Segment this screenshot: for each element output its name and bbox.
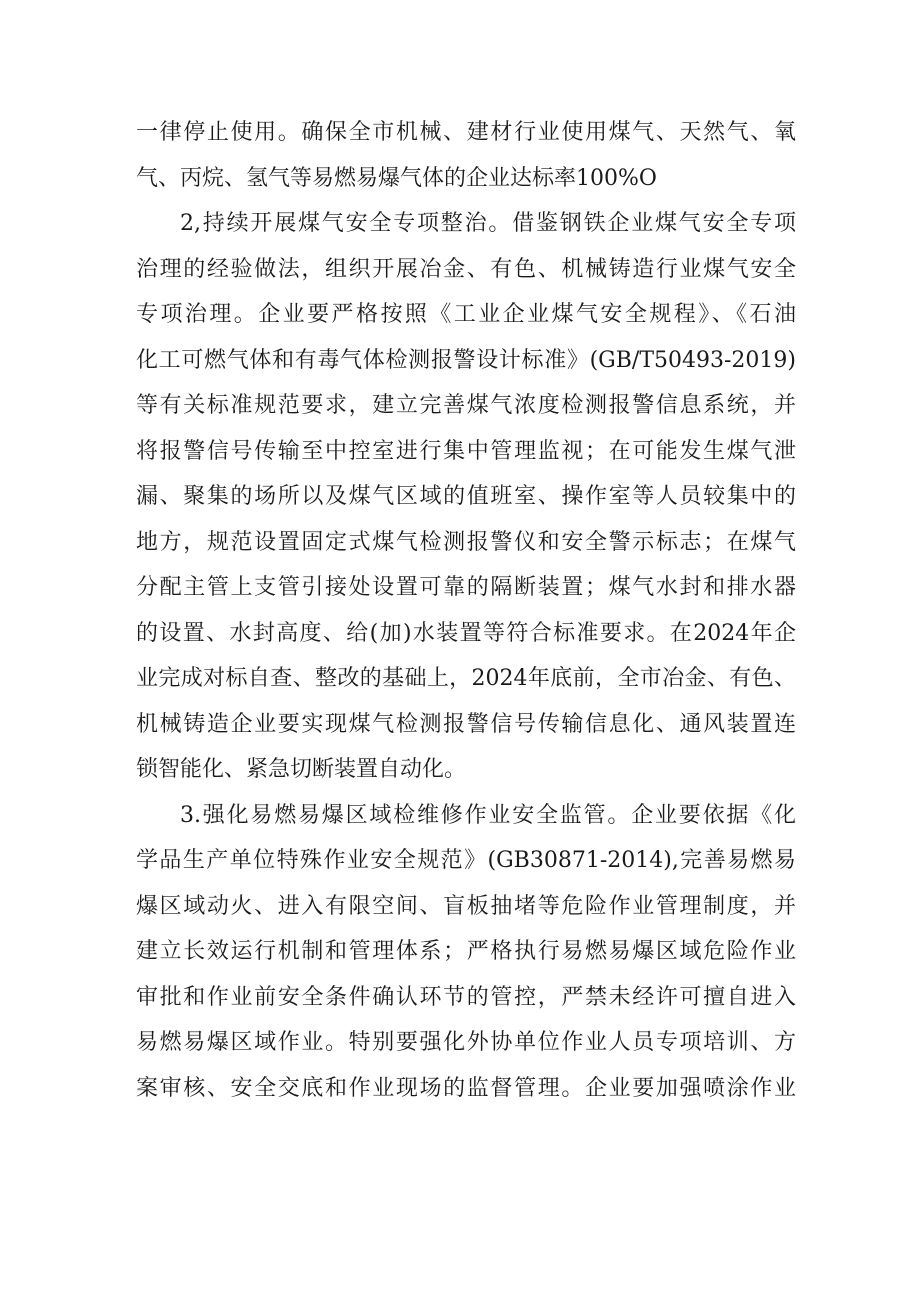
- text-line: 易燃易爆区域作业。特别要强化外协单位作业人员专项培训、方: [136, 1030, 796, 1055]
- text-line: 一律停止使用。确保全市机械、建材行业使用煤气、天然气、氧: [136, 120, 796, 145]
- text-line: 学品生产单位特殊作业安全规范》(GB30871-2014),完善易燃易: [136, 848, 796, 873]
- text-line: 等有关标准规范要求，建立完善煤气浓度检测报警信息系统，并: [136, 393, 796, 418]
- text-line: 治理的经验做法，组织开展冶金、有色、机械铸造行业煤气安全: [136, 256, 796, 282]
- text-line: 锁智能化、紧急切断装置自动化。: [136, 757, 467, 782]
- text-line: 案审核、安全交底和作业现场的监督管理。企业要加强喷涂作业: [136, 1075, 796, 1101]
- text-line: 建立长效运行机制和管理体系；严格执行易燃易爆区域危险作业: [136, 939, 796, 964]
- paragraph-3: [136, 793, 796, 1112]
- text-line: 专项治理。企业要严格按照《工业企业煤气安全规程》、《石油: [136, 302, 796, 327]
- text-line: 爆区域动火、进入有限空间、盲板抽堵等危险作业管理制度，并: [136, 893, 796, 919]
- paragraph-2: [136, 201, 796, 793]
- text-line: 机械铸造企业要实现煤气检测报警信号传输信息化、通风装置连: [136, 711, 796, 737]
- document-body: [136, 110, 796, 1111]
- text-line: 化工可燃气体和有毒气体检测报警设计标准》(GB/T50493-2019): [136, 347, 796, 373]
- text-line: 将报警信号传输至中控室进行集中管理监视；在可能发生煤气泄: [136, 438, 796, 464]
- text-line: 业完成对标自查、整改的基础上，2024年底前，全市冶金、有色、: [136, 666, 796, 691]
- text-line: 审批和作业前安全条件确认环节的管控，严禁未经许可擅自进入: [136, 984, 796, 1010]
- text-line: 3.强化易燃易爆区域检维修作业安全监管。企业要依据《化: [180, 802, 796, 828]
- paragraph-1: [136, 110, 796, 201]
- text-line: 气、丙烷、氢气等易燃易爆气体的企业达标率100%O: [136, 165, 657, 191]
- text-line: 分配主管上支管引接处设置可靠的隔断装置；煤气水封和排水器: [136, 575, 796, 600]
- text-line: 2,持续开展煤气安全专项整治。借鉴钢铁企业煤气安全专项: [180, 211, 796, 236]
- text-line: 的设置、水封高度、给(加)水装置等符合标准要求。在2024年企: [136, 620, 796, 646]
- text-line: 地方，规范设置固定式煤气检测报警仪和安全警示标志；在煤气: [136, 529, 796, 555]
- text-line: 漏、聚集的场所以及煤气区域的值班室、操作室等人员较集中的: [136, 484, 796, 509]
